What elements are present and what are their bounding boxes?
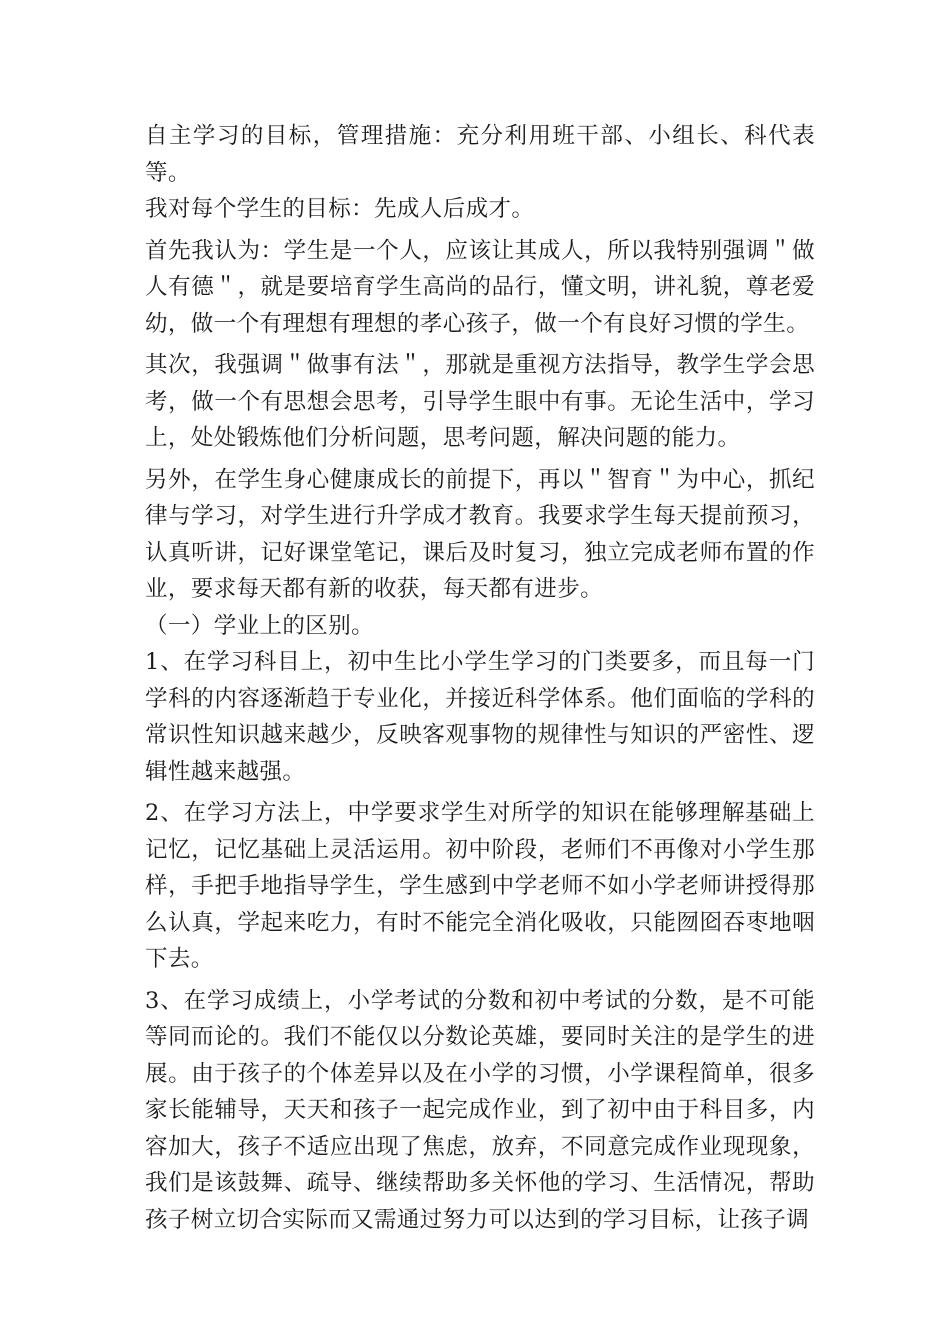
paragraph-2: 我对每个学生的目标：先成人后成才。 bbox=[145, 196, 535, 222]
section-heading: （一）学业上的区别。 bbox=[145, 612, 375, 639]
paragraph-4: 其次，我强调＂做事有法＂，那就是重视方法指导，教学生学会思考，做一个有思想会思考，引导学生眼中有事。无论生活中，学习上，处处锻炼他们分析问题，思考问题，解决问题的能力。 bbox=[145, 352, 815, 451]
paragraph-item-3: 3、在学习成绩上，小学考试的分数和初中考试的分数，是不可能等同而论的。我们不能仅以分数论英雄，要同时关注的是学生的进展。由于孩子的个体差异以及在小学的习惯，小学课程简单，很多家长能辅导，天天和孩子一起完成作业，到了初中由于科目多，内容加大，孩子不适应出现了焦虑，放弃，不同意完成作业现现象，我们是该鼓舞、疏导、继续帮助多关怀他的学习、生活情况，帮助孩子树立切合实际而又需通过努力可以达到的学习目标，让孩子调 bbox=[145, 987, 815, 1233]
paragraph-1: 自主学习的目标，管理措施：充分利用班干部、小组长、科代表等。 bbox=[145, 123, 815, 186]
document-body bbox=[145, 118, 815, 1238]
paragraph-item-1: 1、在学习科目上，初中生比小学生学习的门类要多，而且每一门学科的内容逐渐趋于专业化，并接近科学体系。他们面临的学科的常识性知识越来越少，反映客观事物的规律性与知识的严密性、逻辑性越来越强。 bbox=[145, 649, 815, 785]
paragraph-item-2: 2、在学习方法上，中学要求学生对所学的知识在能够理解基础上记忆，记忆基础上灵活运用。初中阶段，老师们不再像对小学生那样，手把手地指导学生，学生感到中学老师不如小学老师讲授得那么认真，学起来吃力，有时不能完全消化吸收，只能囫囵吞枣地咽下去。 bbox=[145, 800, 815, 972]
paragraph-5: 另外，在学生身心健康成长的前提下，再以＂智育＂为中心，抓纪律与学习，对学生进行升学成才教育。我要求学生每天提前预习，认真听讲，记好课堂笔记，课后及时复习，独立完成老师布置的作业，要求每天都有新的收获，每天都有进步。 bbox=[145, 466, 815, 602]
paragraph-3: 首先我认为：学生是一个人，应该让其成人，所以我特别强调＂做人有德＂，就是要培育学生高尚的品行，懂文明，讲礼貌，尊老爱幼，做一个有理想有理想的孝心孩子，做一个有良好习惯的学生。 bbox=[145, 237, 815, 337]
